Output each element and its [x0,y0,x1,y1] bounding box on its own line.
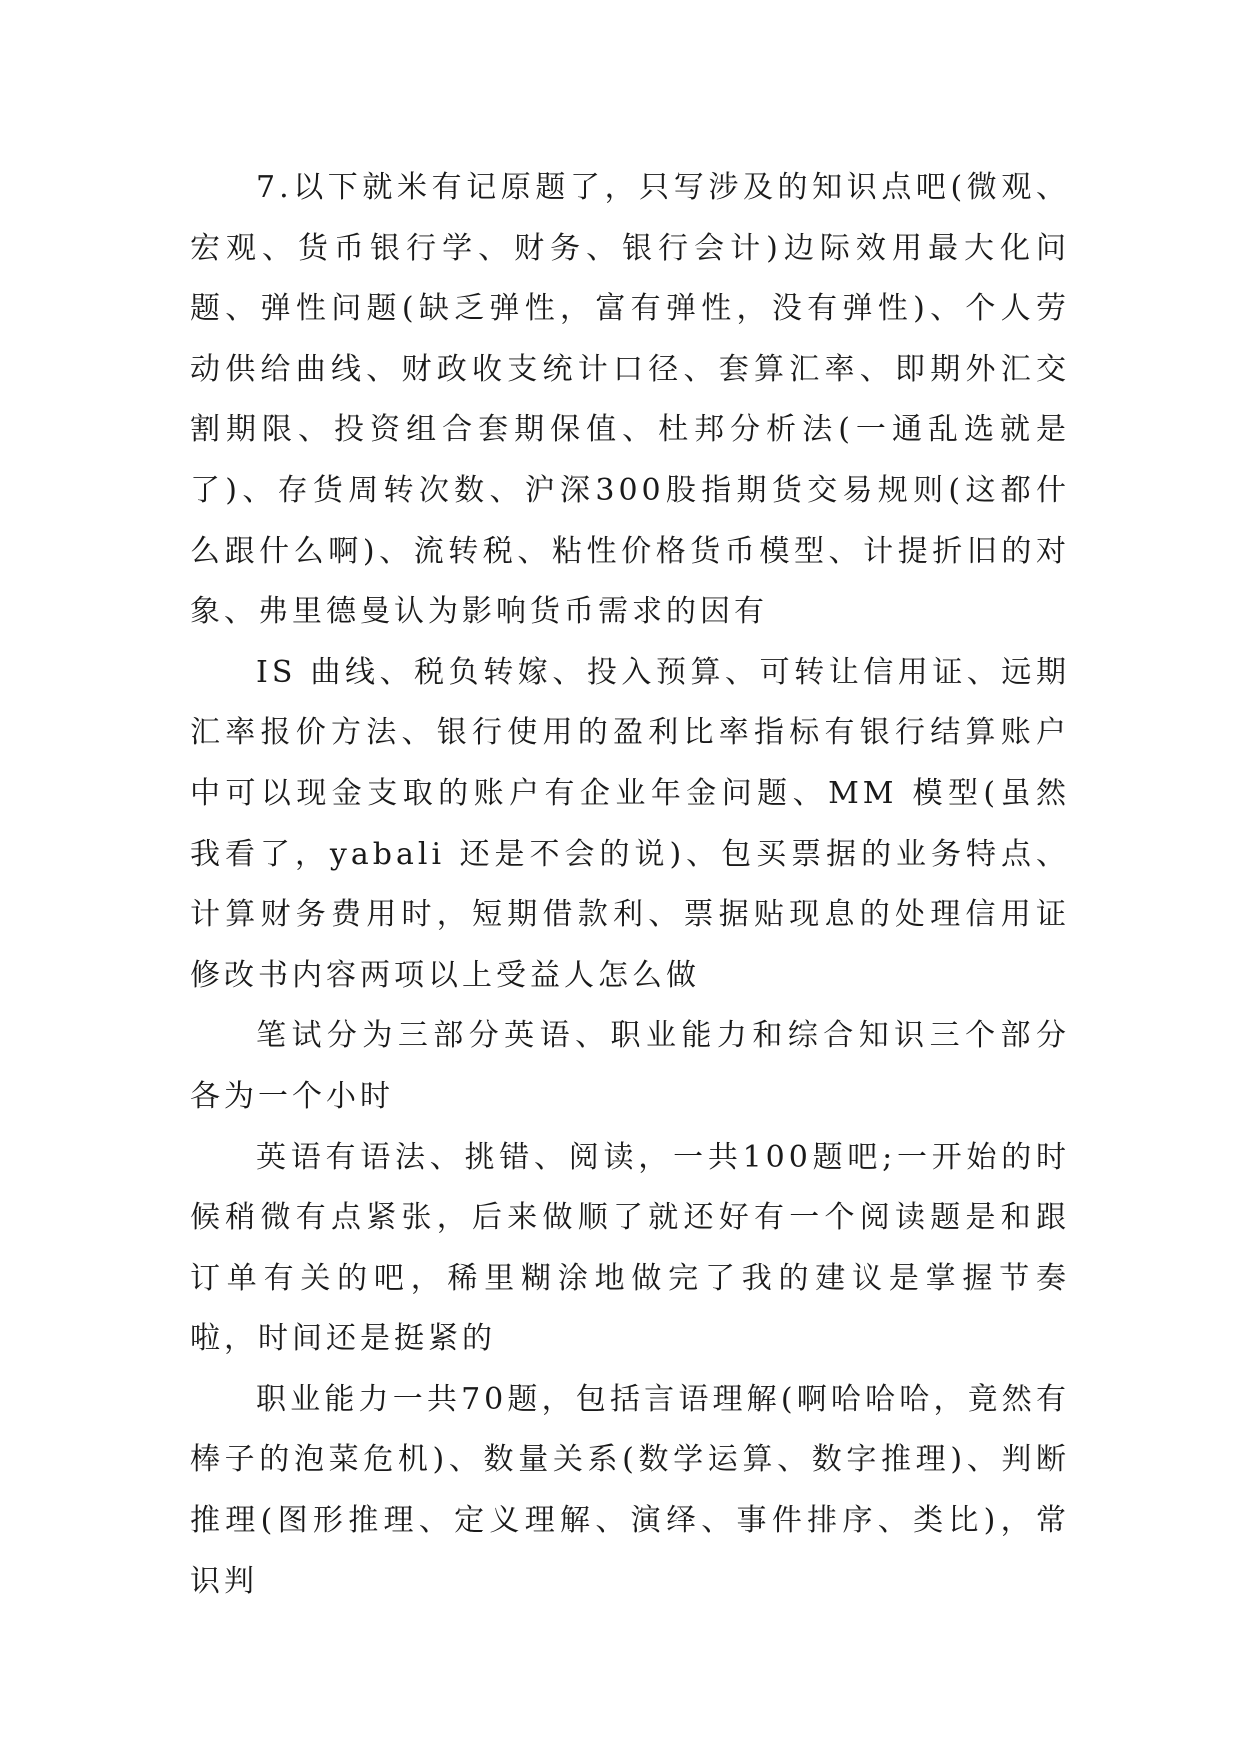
paragraph-aptitude-section: 职业能力一共70题，包括言语理解(啊哈哈哈，竟然有棒子的泡菜危机)、数量关系(数学运算、数字推理)、判断推理(图形推理、定义理解、演绎、事件排序、类比)，常识判 [190,1381,1070,1599]
paragraph-knowledge-points: 7.以下就米有记原题了，只写涉及的知识点吧(微观、宏观、货币银行学、财务、银行会计)边际效用最大化问题、弹性问题(缺乏弹性，富有弹性，没有弹性)、个人劳动供给曲线、财政收支统计口径、套算汇率、即期外汇交割期限、投资组合套期保值、杜邦分析法(一通乱选就是了)、存货周转次数、沪深300股指期货交易规则(这都什么跟什么啊)、流转税、粘性价格货币模型、计提折旧的对象、弗里德曼认为影响货币需求的因有 [190,170,1070,630]
document-body [190,158,1070,1612]
paragraph-exam-structure: 笔试分为三部分英语、职业能力和综合知识三个部分各为一个小时 [190,1018,1070,1114]
paragraph-english-section: 英语有语法、挑错、阅读，一共100题吧;一开始的时候稍微有点紧张，后来做顺了就还好有一个阅读题是和跟订单有关的吧，稀里糊涂地做完了我的建议是掌握节奏啦，时间还是挺紧的 [190,1139,1070,1357]
paragraph-topics-continued: IS 曲线、税负转嫁、投入预算、可转让信用证、远期汇率报价方法、银行使用的盈利比率指标有银行结算账户中可以现金支取的账户有企业年金问题、MM 模型(虽然我看了，yabali 还是不会的说)、包买票据的业务特点、计算财务费用时，短期借款利、票据贴现息的处理信用证修改书内容两项以上受益人怎么做 [190,654,1070,993]
